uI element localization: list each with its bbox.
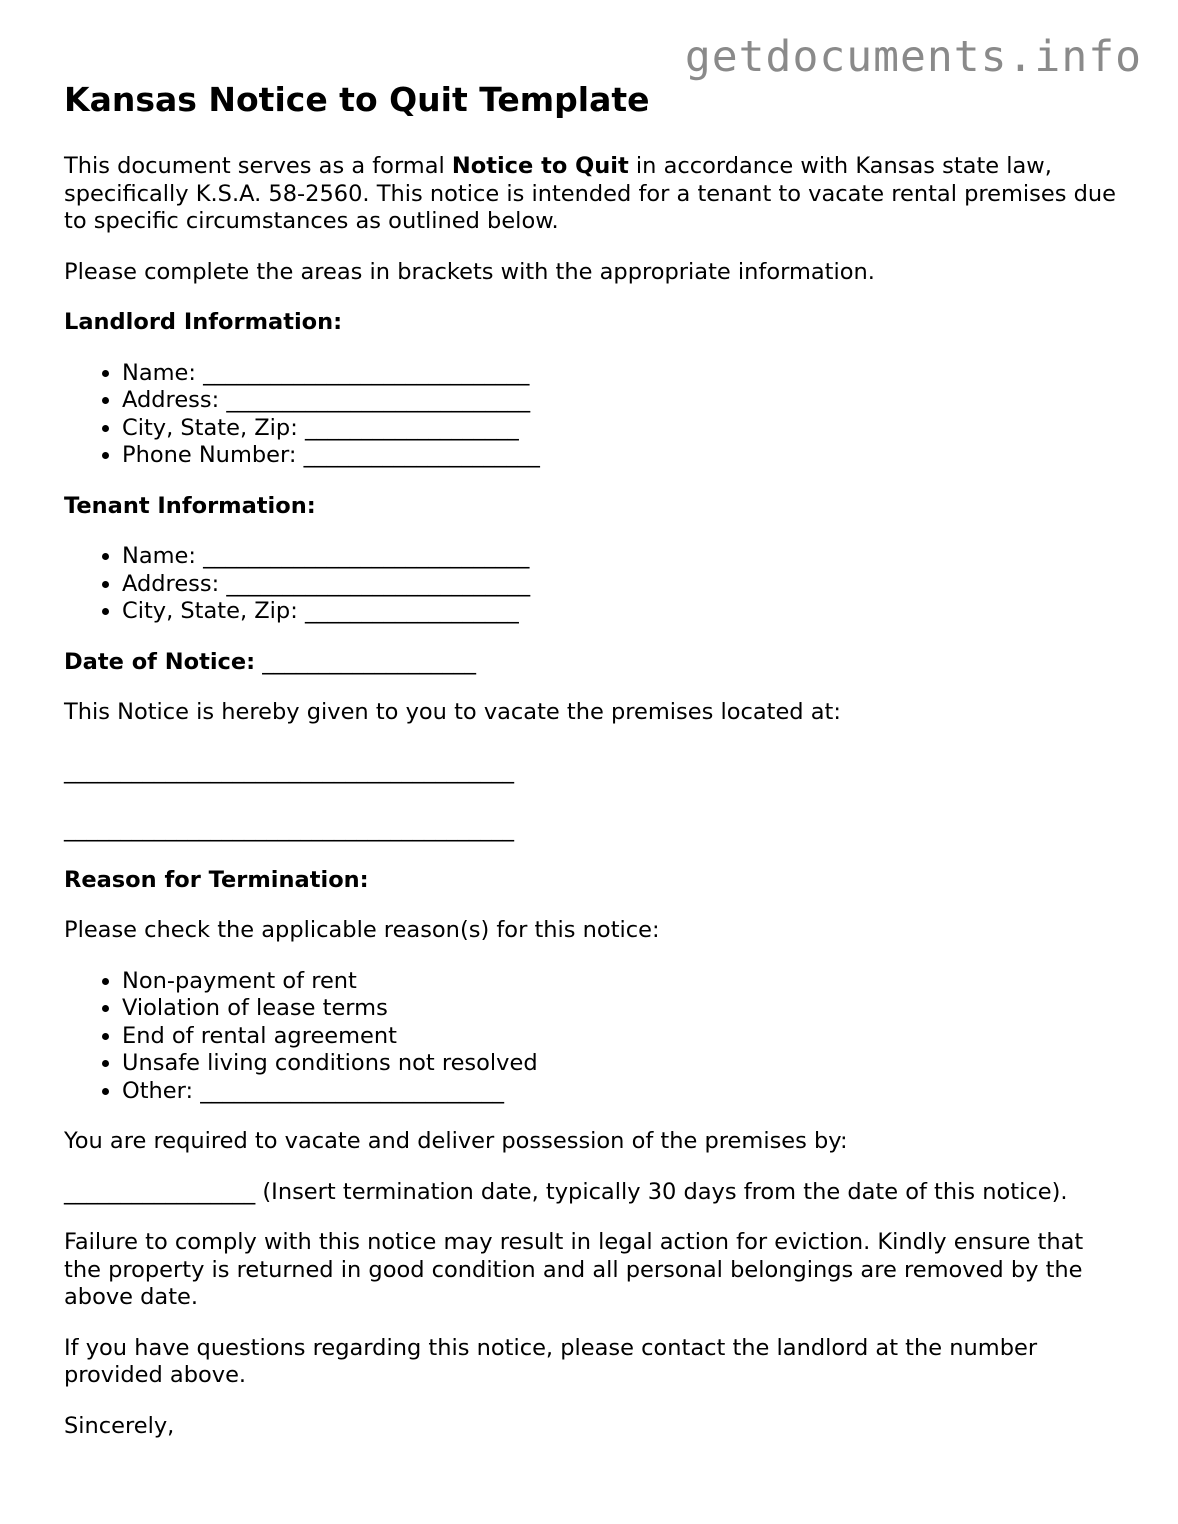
- instructions-paragraph: Please complete the areas in brackets with the appropriate information.: [64, 258, 875, 285]
- tenant-list: [64, 543, 1124, 626]
- failure-paragraph: Failure to comply with this notice may result in legal action for eviction. Kindly ensure that the property is returned in good condition and all personal belongings are removed by the above date.: [64, 1229, 1084, 1310]
- vacate-date-line: _________________ (Insert termination date, typically 30 days from the date of this notice).: [64, 1178, 1068, 1205]
- questions-paragraph: If you have questions regarding this notice, please contact the landlord at the number provided above.: [64, 1334, 1038, 1388]
- tenant-city-field: • City, State, Zip: ___________________: [122, 598, 1124, 626]
- landlord-phone-field: • Phone Number: _____________________: [122, 442, 1124, 470]
- closing-text: Sincerely,: [64, 1412, 175, 1439]
- intro-paragraph: [64, 153, 1124, 236]
- landlord-address-field: • Address: ___________________________: [122, 387, 1124, 415]
- intro-text-1: This document serves as a formal: [64, 153, 452, 179]
- landlord-name-field: • Name: _____________________________: [122, 360, 1124, 388]
- reason-item: • End of rental agreement: [122, 1023, 1124, 1051]
- tenant-heading: Tenant Information:: [64, 492, 316, 519]
- premises-line-2: ________________________________________: [64, 816, 514, 842]
- reason-instruction: Please check the applicable reason(s) for this notice:: [64, 917, 660, 943]
- reason-item: • Unsafe living conditions not resolved: [122, 1050, 1124, 1078]
- landlord-list: [64, 360, 1124, 470]
- premises-text: This Notice is hereby given to you to vacate the premises located at:: [64, 699, 841, 725]
- date-of-notice: [64, 649, 1124, 677]
- document-title: Kansas Notice to Quit Template: [64, 80, 650, 119]
- reason-list: [64, 968, 1124, 1106]
- landlord-heading: Landlord Information:: [64, 309, 343, 335]
- tenant-name-field: • Name: _____________________________: [122, 543, 1124, 571]
- reason-item: • Violation of lease terms: [122, 995, 1124, 1023]
- intro-bold-notice: Notice to Quit: [451, 153, 629, 179]
- watermark: getdocuments.info: [684, 32, 1142, 82]
- document-page: [64, 80, 1124, 1463]
- reason-item: • Non-payment of rent: [122, 968, 1124, 996]
- date-of-notice-label: Date of Notice:: [64, 648, 256, 675]
- reason-item-other: • Other: ___________________________: [122, 1078, 1124, 1106]
- premises-line-1: ________________________________________: [64, 757, 514, 784]
- landlord-city-field: • City, State, Zip: ___________________: [122, 415, 1124, 443]
- intro-text-2: in accordance with Kansas state law, specifically K.S.A. 58-2560. This notice is intended for a tenant to vacate rental premises due to specific circumstances as outlined below.: [64, 153, 1116, 234]
- tenant-address-field: • Address: ___________________________: [122, 571, 1124, 599]
- date-of-notice-blank: ___________________: [262, 648, 477, 675]
- reason-heading: Reason for Termination:: [64, 866, 369, 893]
- vacate-text: You are required to vacate and deliver possession of the premises by:: [64, 1128, 848, 1154]
